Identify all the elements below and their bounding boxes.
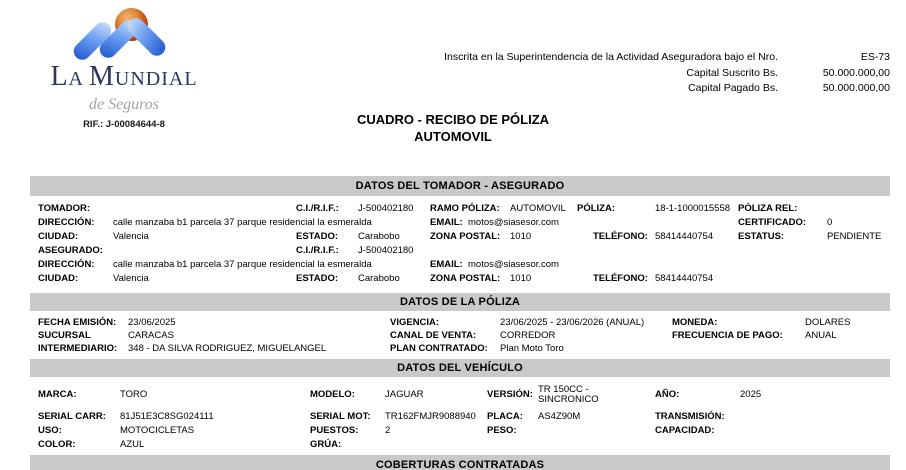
registry-value: 50.000.000,00 (822, 82, 890, 94)
field-label: CIUDAD: (38, 231, 79, 242)
field-label: EMAIL: (430, 217, 463, 228)
field-label: C.I./R.I.F.: (296, 203, 339, 214)
section-header (30, 293, 890, 311)
field-label: TOMADOR: (38, 203, 91, 214)
field-value: AS4Z90M (538, 411, 581, 422)
document-title-line2: AUTOMOVIL (414, 128, 492, 144)
field-value: AUTOMOVIL (510, 203, 566, 214)
registry-value: ES-73 (860, 51, 890, 63)
field-value: calle manzaba b1 parcela 37 parque residencial la esmeralda (113, 259, 372, 270)
field-label: VERSIÓN: (487, 389, 533, 400)
field-value: Carabobo (358, 273, 400, 284)
field-value: 18-1-1000015558 (655, 203, 731, 214)
field-label: VIGENCIA: (390, 317, 440, 328)
field-label: COLOR: (38, 439, 76, 450)
field-label: CIUDAD: (38, 273, 79, 284)
field-label: ZONA POSTAL: (430, 273, 501, 284)
field-value: J-500402180 (358, 245, 414, 256)
section-header (30, 176, 890, 196)
field-label: USO: (38, 425, 62, 436)
field-label: FRECUENCIA DE PAGO: (672, 330, 783, 341)
field-label: PÓLIZA: (577, 203, 615, 214)
field-label: RAMO PÓLIZA: (430, 203, 500, 214)
registry-value: 50.000.000,00 (822, 66, 890, 79)
field-label: MARCA: (38, 389, 77, 400)
field-label: PUESTOS: (310, 425, 359, 436)
brand-subtitle: de Seguros (88, 96, 160, 113)
field-label: MODELO: (310, 389, 355, 400)
field-label: C.I./R.I.F.: (296, 245, 339, 256)
field-value: 2 (385, 425, 391, 436)
field-label: GRÚA: (310, 439, 342, 450)
field-label: DIRECCIÓN: (38, 259, 95, 270)
field-value: J-500402180 (358, 203, 414, 214)
field-value: calle manzaba b1 parcela 37 parque residencial la esmeralda (113, 217, 372, 228)
field-label: PLACA: (487, 411, 523, 422)
registry-row (320, 51, 890, 67)
field-value: 1010 (510, 231, 532, 242)
field-value: 0 (827, 217, 833, 228)
logo-ribbon-m-icon (60, 4, 210, 64)
field-value: DOLARES (805, 317, 851, 328)
field-value: TORO (120, 389, 148, 400)
registry-label: Inscrita en la Superintendencia de la Actividad Aseguradora bajo el Nro. (444, 51, 778, 63)
field-label: TELÉFONO: (593, 273, 648, 284)
field-value: motos@siasesor.com (468, 217, 559, 228)
registry-row (320, 82, 890, 98)
field-label: CANAL DE VENTA: (390, 330, 477, 341)
field-value: 81J51E3C8SG024111 (120, 411, 214, 422)
field-value: JAGUAR (385, 389, 424, 400)
field-label: CAPACIDAD: (655, 425, 715, 436)
field-value: 23/06/2025 (128, 317, 176, 328)
field-label: EMAIL: (430, 259, 463, 270)
brand-word1-cap: L (50, 61, 69, 92)
section-title: DATOS DEL VEHÍCULO (397, 362, 523, 374)
section-title: DATOS DE LA PÓLIZA (399, 296, 521, 308)
brand-name (24, 62, 224, 96)
field-value: PENDIENTE (827, 231, 882, 242)
field-value: CARACAS (128, 330, 174, 341)
field-label: ASEGURADO: (38, 245, 103, 256)
field-label: TRANSMISIÓN: (655, 411, 725, 422)
document-title-line1: CUADRO - RECIBO DE PÓLIZA (356, 112, 550, 127)
registry-label: Capital Suscrito Bs. (686, 66, 778, 79)
brand-word2-rest: UNDIAL (114, 68, 198, 90)
field-value: Valencia (113, 273, 149, 284)
field-value: 2025 (740, 389, 762, 400)
field-label: SERIAL CARR: (38, 411, 106, 422)
registry-block (320, 51, 890, 98)
field-value: 348 - DA SILVA RODRIGUEZ, MIGUELANGEL (128, 343, 327, 354)
brand-word2-cap: M (89, 61, 115, 92)
field-label: AÑO: (655, 389, 680, 400)
field-label: DIRECCIÓN: (38, 217, 95, 228)
field-label: TELÉFONO: (593, 231, 648, 242)
section-header (30, 455, 890, 470)
field-value: 1010 (510, 273, 532, 284)
field-value: AZUL (120, 439, 145, 450)
field-value: motos@siasesor.com (468, 259, 559, 270)
field-value: Valencia (113, 231, 149, 242)
brand-rif: RIF.: J-00084644-8 (83, 119, 165, 130)
brand-word1-rest: A (68, 68, 84, 90)
registry-label: Capital Pagado Bs. (688, 82, 778, 94)
field-label: PESO: (487, 425, 517, 436)
field-label: CERTIFICADO: (738, 217, 807, 228)
field-value: TR 150CC - SINCRONICO (538, 384, 599, 405)
field-value: 58414440754 (655, 231, 714, 242)
field-value: MOTOCICLETAS (120, 425, 195, 436)
field-label: SUCURSAL (38, 330, 91, 341)
field-label: MONEDA: (672, 317, 718, 328)
field-value: 23/06/2025 - 23/06/2026 (ANUAL) (500, 317, 645, 328)
registry-row (320, 67, 890, 83)
document-title (0, 112, 906, 145)
field-label: FECHA EMISIÓN: (38, 317, 117, 328)
field-label: ZONA POSTAL: (430, 231, 501, 242)
field-label: ESTATUS: (738, 231, 785, 242)
field-label: PÓLIZA REL: (738, 203, 798, 214)
field-value: ANUAL (805, 330, 837, 341)
field-label: ESTADO: (296, 231, 339, 242)
field-value: TR162FMJR9088940 (385, 411, 476, 422)
field-value: 58414440754 (655, 273, 714, 284)
field-value: Carabobo (358, 231, 400, 242)
field-value: CORREDOR (500, 330, 556, 341)
section-title: COBERTURAS CONTRATADAS (375, 459, 545, 470)
section-title: DATOS DEL TOMADOR - ASEGURADO (355, 180, 565, 192)
field-label: INTERMEDIARIO: (38, 343, 118, 354)
field-label: SERIAL MOT: (310, 411, 371, 422)
field-label: PLAN CONTRATADO: (390, 343, 488, 354)
section-header (30, 359, 890, 377)
field-value: Plan Moto Toro (500, 343, 564, 354)
field-label: ESTADO: (296, 273, 339, 284)
